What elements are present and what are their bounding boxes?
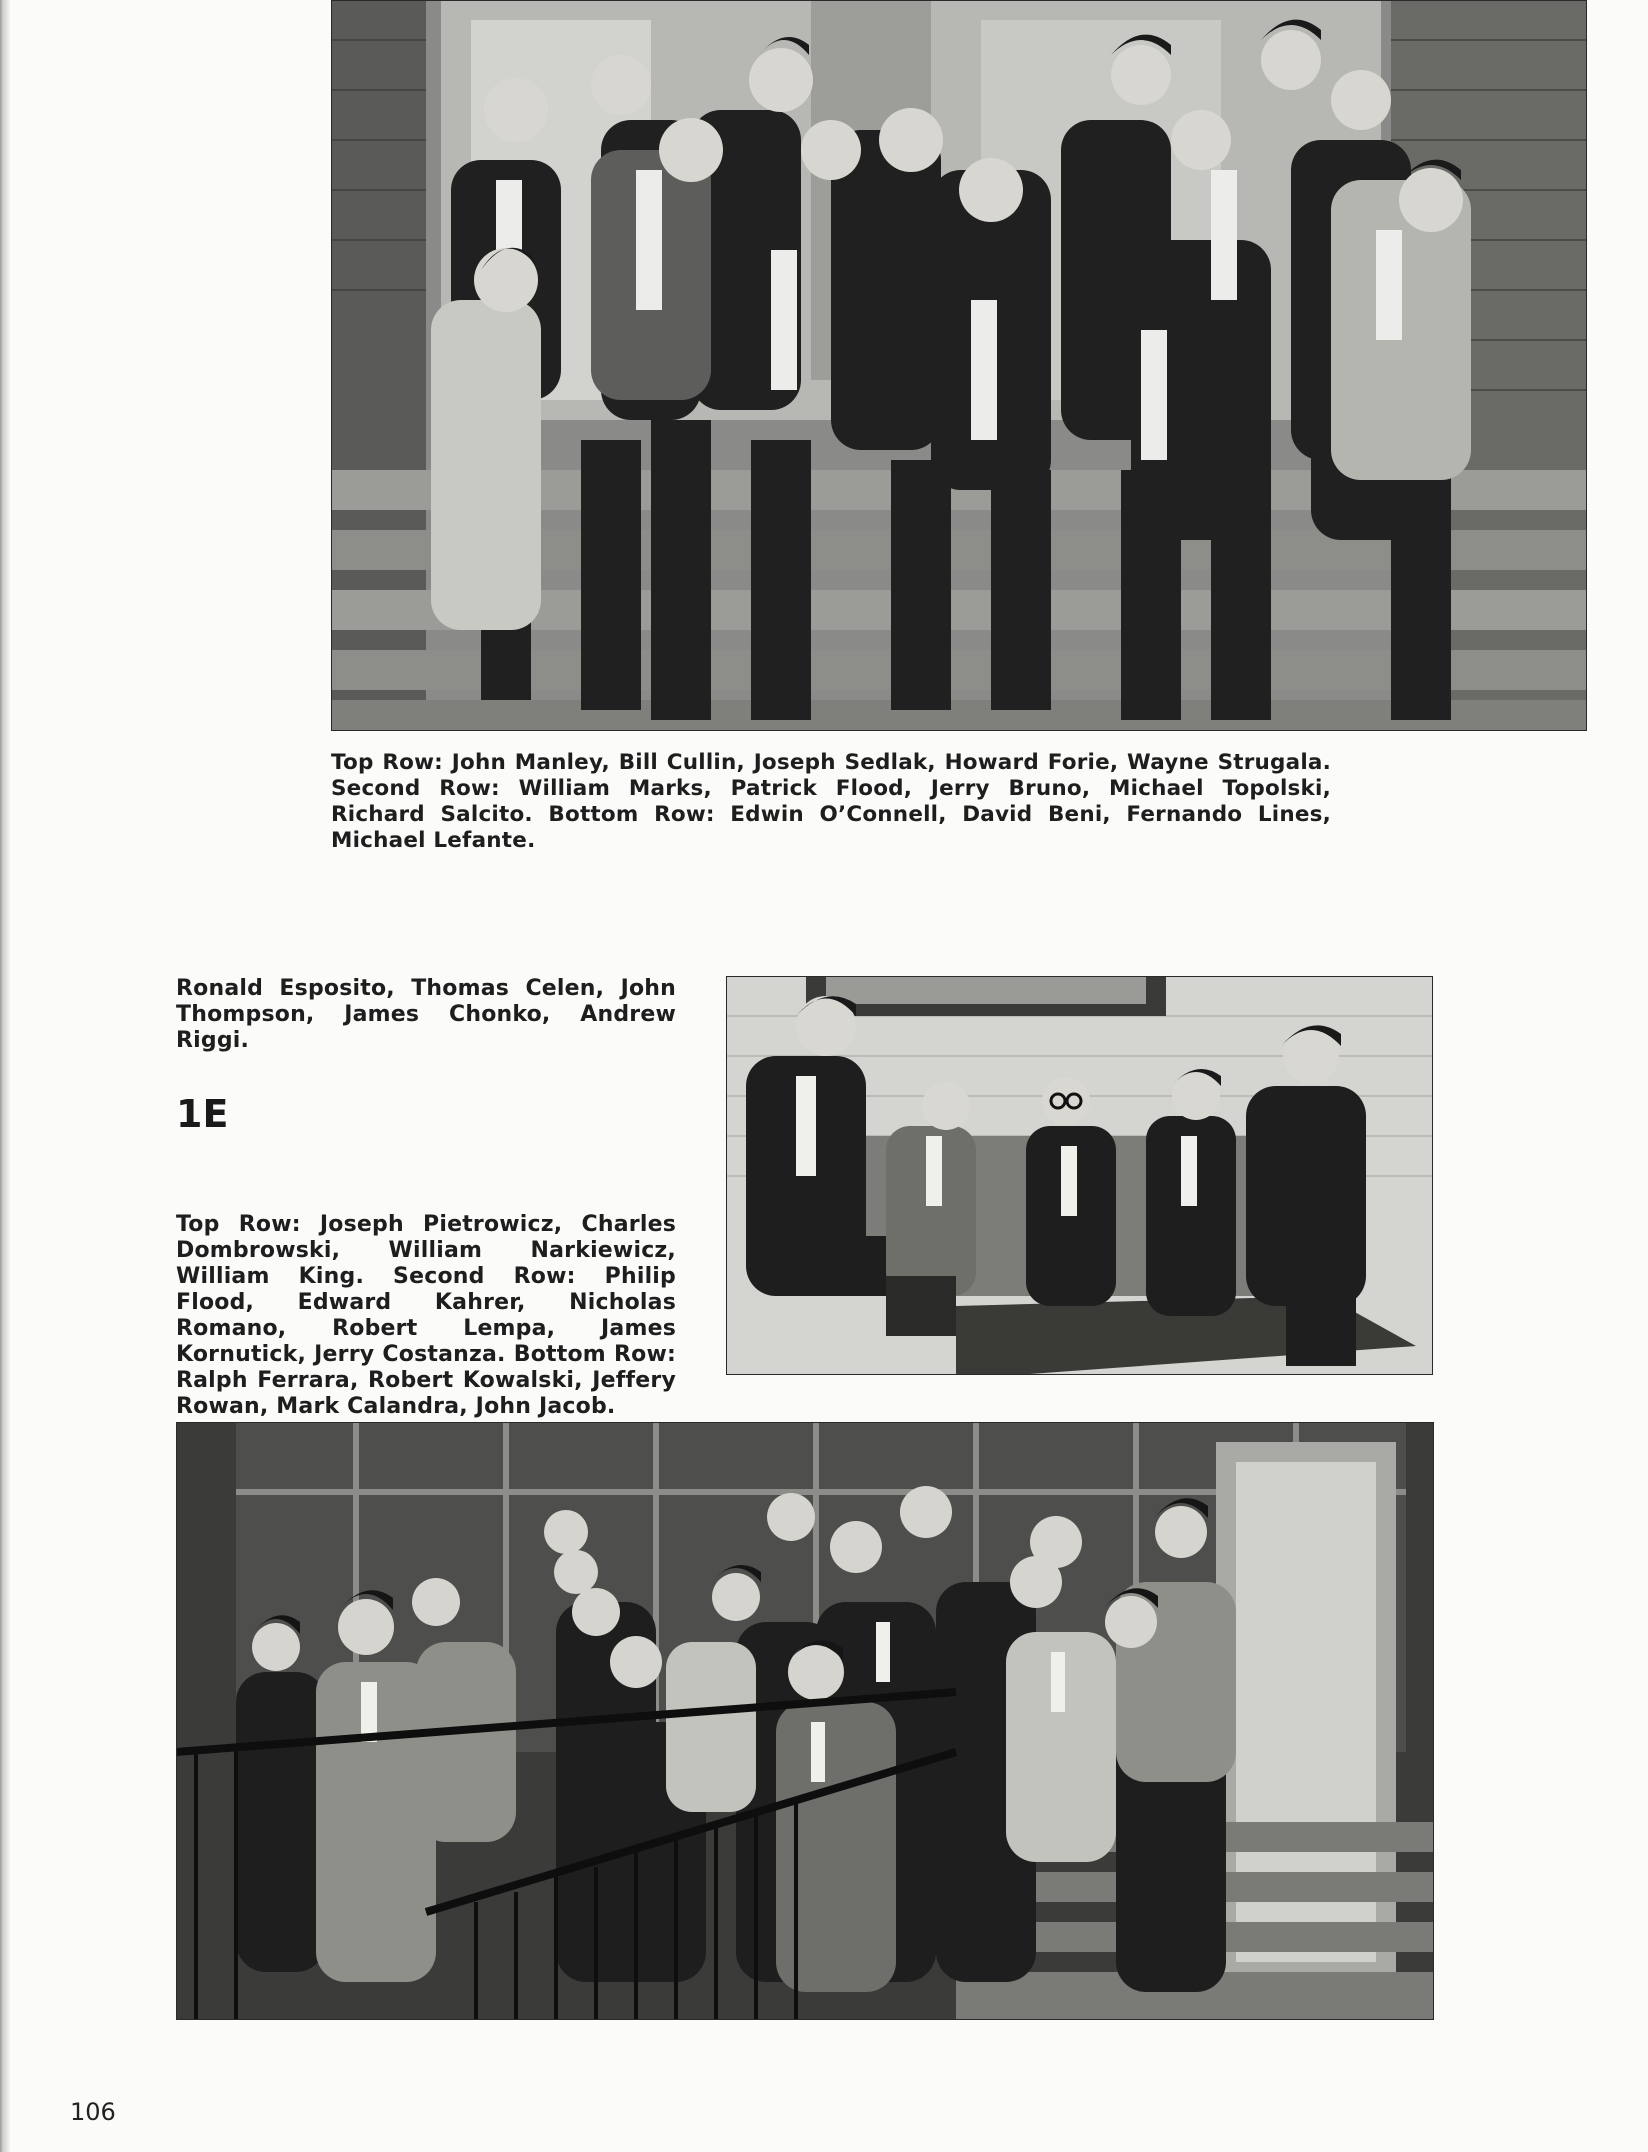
middle-photo-caption: Ronald Esposito, Thomas Celen, John Thompson, James Chonko, Andrew Riggi. — [176, 976, 676, 1053]
page-binding-edge — [0, 0, 10, 2152]
top-group-photo-illustration — [331, 0, 1587, 731]
bottom-group-photo — [176, 1422, 1434, 2020]
section-title: 1E — [176, 1092, 229, 1136]
middle-group-photo-illustration — [726, 976, 1433, 1375]
top-photo-caption: Top Row: John Manley, Bill Cullin, Joseph Sedlak, Howard Forie, Wayne Strugala. Second Row: William Marks, Patrick Flood, Jerry Bruno, Michael Topolski, Richard Salcito. Bottom Row: Edwin O’Connell, David Beni, Fernando Lines, Michael Lefante. — [331, 750, 1331, 853]
bottom-photo-caption: Top Row: Joseph Pietrowicz, Charles Dombrowski, William Narkiewicz, William King. Second Row: Philip Flood, Edward Kahrer, Nicholas Romano, Robert Lempa, James Kornutick, Jerry Costanza. Bottom Row: Ralph Ferrara, Robert Kowalski, Jeffery Rowan, Mark Calandra, John Jacob. — [176, 1212, 676, 1419]
top-group-photo — [331, 0, 1587, 731]
middle-group-photo — [726, 976, 1433, 1375]
page-number: 106 — [70, 2098, 116, 2126]
bottom-group-photo-illustration — [176, 1422, 1434, 2020]
